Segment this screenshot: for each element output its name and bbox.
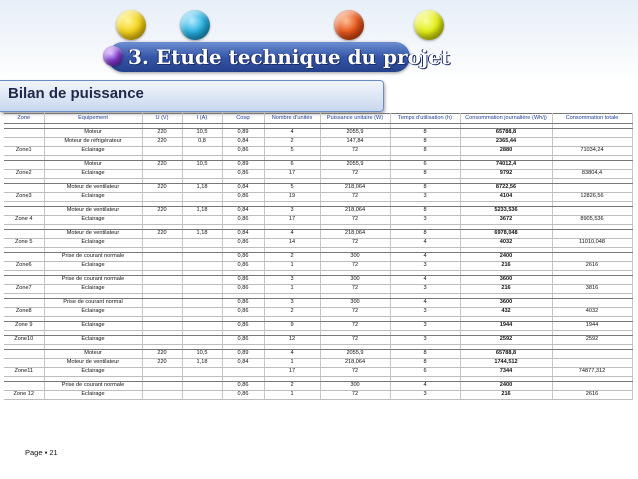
- table-row: [4, 382, 632, 391]
- zone-cell: [4, 382, 44, 391]
- power-balance-table: [4, 113, 633, 400]
- table-row: [4, 193, 632, 202]
- zone-cell: [4, 253, 44, 262]
- cosphi-cell: 0,86: [222, 391, 264, 400]
- units-cell: 4: [264, 350, 320, 359]
- voltage-cell: [142, 193, 182, 202]
- total-consumption-cell: [552, 129, 632, 138]
- zone-cell: [4, 207, 44, 216]
- current-cell: [182, 216, 222, 225]
- current-cell: [182, 239, 222, 248]
- current-cell: [182, 336, 222, 345]
- current-cell: 0,8: [182, 138, 222, 147]
- usage-time-cell: 8: [390, 350, 460, 359]
- units-cell: 2: [264, 308, 320, 317]
- unit-power-cell: 300: [320, 276, 390, 285]
- daily-consumption-cell: 216: [460, 391, 552, 400]
- units-cell: 2: [264, 138, 320, 147]
- usage-time-cell: 8: [390, 207, 460, 216]
- current-cell: [182, 193, 222, 202]
- table-row: [4, 184, 632, 193]
- total-consumption-cell: 2616: [552, 262, 632, 271]
- daily-consumption-cell: 4032: [460, 239, 552, 248]
- voltage-cell: 220: [142, 359, 182, 368]
- cosphi-cell: 0,84: [222, 230, 264, 239]
- daily-consumption-cell: 65788,8: [460, 129, 552, 138]
- power-balance-table-wrap: [4, 113, 632, 400]
- daily-consumption-cell: 7344: [460, 368, 552, 377]
- daily-consumption-cell: 3672: [460, 216, 552, 225]
- equipment-cell: Eclairage: [44, 262, 142, 271]
- unit-power-cell: 218,064: [320, 230, 390, 239]
- units-cell: 4: [264, 129, 320, 138]
- table-row: [4, 207, 632, 216]
- usage-time-cell: 6: [390, 368, 460, 377]
- current-cell: [182, 382, 222, 391]
- total-consumption-cell: [552, 299, 632, 308]
- equipment-cell: Eclairage: [44, 336, 142, 345]
- unit-power-cell: 2055,9: [320, 129, 390, 138]
- table-row: [4, 391, 632, 400]
- zone-cell: [4, 184, 44, 193]
- table-row: [4, 161, 632, 170]
- usage-time-cell: 4: [390, 382, 460, 391]
- table-row: [4, 253, 632, 262]
- table-row: [4, 359, 632, 368]
- total-consumption-cell: 3816: [552, 285, 632, 294]
- units-cell: 5: [264, 184, 320, 193]
- zone-cell: [4, 276, 44, 285]
- equipment-cell: Prise de courant normale: [44, 253, 142, 262]
- col-units-header: Nombre d'unités: [264, 114, 320, 124]
- voltage-cell: 220: [142, 207, 182, 216]
- table-row: [4, 336, 632, 345]
- unit-power-cell: 72: [320, 170, 390, 179]
- equipment-cell: Prise de courant normale: [44, 382, 142, 391]
- zone-cell: [4, 350, 44, 359]
- usage-time-cell: 3: [390, 308, 460, 317]
- voltage-cell: [142, 147, 182, 156]
- total-consumption-cell: [552, 161, 632, 170]
- unit-power-cell: 300: [320, 382, 390, 391]
- usage-time-cell: 8: [390, 170, 460, 179]
- unit-power-cell: 2055,9: [320, 350, 390, 359]
- current-cell: [182, 253, 222, 262]
- unit-power-cell: 72: [320, 391, 390, 400]
- total-consumption-cell: 11010,048: [552, 239, 632, 248]
- equipment-cell: Eclairage: [44, 322, 142, 331]
- cosphi-cell: 0,86: [222, 299, 264, 308]
- voltage-cell: 220: [142, 230, 182, 239]
- cosphi-cell: 0,84: [222, 138, 264, 147]
- equipment-cell: Moteur: [44, 129, 142, 138]
- usage-time-cell: 8: [390, 147, 460, 156]
- unit-power-cell: 2055,9: [320, 161, 390, 170]
- col-voltage-header: U (V): [142, 114, 182, 124]
- unit-power-cell: 72: [320, 147, 390, 156]
- equipment-cell: Eclairage: [44, 193, 142, 202]
- daily-consumption-cell: 8722,56: [460, 184, 552, 193]
- col-usage-time-header: Temps d'utilisation (h): [390, 114, 460, 124]
- usage-time-cell: 8: [390, 230, 460, 239]
- daily-consumption-cell: 2400: [460, 253, 552, 262]
- table-row: [4, 138, 632, 147]
- blue-orb-icon: [180, 10, 210, 40]
- total-consumption-cell: [552, 382, 632, 391]
- cosphi-cell: 0,86: [222, 276, 264, 285]
- unit-power-cell: 72: [320, 193, 390, 202]
- current-cell: 10,5: [182, 161, 222, 170]
- table-row: [4, 262, 632, 271]
- zone-cell: Zone10: [4, 336, 44, 345]
- units-cell: 6: [264, 161, 320, 170]
- daily-consumption-cell: 3600: [460, 299, 552, 308]
- cosphi-cell: 0,86: [222, 239, 264, 248]
- unit-power-cell: 147,84: [320, 138, 390, 147]
- voltage-cell: [142, 285, 182, 294]
- section-title: Bilan de puissance: [8, 85, 144, 102]
- page-number: Page ▪ 21: [25, 448, 58, 457]
- units-cell: 17: [264, 170, 320, 179]
- table-row: [4, 308, 632, 317]
- units-cell: 17: [264, 216, 320, 225]
- voltage-cell: [142, 216, 182, 225]
- total-consumption-cell: 2616: [552, 391, 632, 400]
- purple-orb-icon: [103, 46, 123, 66]
- usage-time-cell: 6: [390, 161, 460, 170]
- cosphi-cell: 0,86: [222, 193, 264, 202]
- daily-consumption-cell: 2592: [460, 336, 552, 345]
- unit-power-cell: 72: [320, 262, 390, 271]
- voltage-cell: [142, 382, 182, 391]
- daily-consumption-cell: 216: [460, 285, 552, 294]
- voltage-cell: [142, 253, 182, 262]
- cosphi-cell: 0,84: [222, 207, 264, 216]
- voltage-cell: [142, 262, 182, 271]
- table-row: [4, 322, 632, 331]
- table-header-row: [4, 114, 632, 124]
- unit-power-cell: 300: [320, 299, 390, 308]
- total-consumption-cell: 71034,24: [552, 147, 632, 156]
- equipment-cell: Prise de courant normal: [44, 299, 142, 308]
- current-cell: [182, 285, 222, 294]
- total-consumption-cell: 2592: [552, 336, 632, 345]
- equipment-cell: Prise de courant normale: [44, 276, 142, 285]
- daily-consumption-cell: 1944: [460, 322, 552, 331]
- voltage-cell: [142, 336, 182, 345]
- usage-time-cell: 3: [390, 336, 460, 345]
- unit-power-cell: 72: [320, 285, 390, 294]
- voltage-cell: [142, 299, 182, 308]
- zone-cell: Zone2: [4, 170, 44, 179]
- table-row: [4, 299, 632, 308]
- zone-cell: [4, 359, 44, 368]
- equipment-cell: Moteur de ventilateur: [44, 207, 142, 216]
- cosphi-cell: 0,86: [222, 336, 264, 345]
- daily-consumption-cell: 6978,048: [460, 230, 552, 239]
- zone-cell: Zone11: [4, 368, 44, 377]
- units-cell: 1: [264, 391, 320, 400]
- usage-time-cell: 3: [390, 391, 460, 400]
- voltage-cell: [142, 276, 182, 285]
- equipment-cell: Eclairage: [44, 147, 142, 156]
- total-consumption-cell: 74877,312: [552, 368, 632, 377]
- zone-cell: Zone 12: [4, 391, 44, 400]
- unit-power-cell: 72: [320, 216, 390, 225]
- usage-time-cell: 8: [390, 359, 460, 368]
- units-cell: 3: [264, 207, 320, 216]
- voltage-cell: [142, 368, 182, 377]
- table-row: [4, 285, 632, 294]
- cosphi-cell: 0,86: [222, 308, 264, 317]
- equipment-cell: Moteur: [44, 350, 142, 359]
- unit-power-cell: 72: [320, 368, 390, 377]
- equipment-cell: Moteur de ventilateur: [44, 359, 142, 368]
- usage-time-cell: 3: [390, 262, 460, 271]
- table-row: [4, 216, 632, 225]
- orange-orb-icon: [334, 10, 364, 40]
- current-cell: 10,5: [182, 129, 222, 138]
- current-cell: [182, 276, 222, 285]
- zone-cell: Zone1: [4, 147, 44, 156]
- zone-cell: [4, 129, 44, 138]
- equipment-cell: Eclairage: [44, 285, 142, 294]
- unit-power-cell: 300: [320, 253, 390, 262]
- table-body: [4, 124, 632, 400]
- equipment-cell: Moteur de ventilateur: [44, 230, 142, 239]
- current-cell: [182, 368, 222, 377]
- units-cell: 12: [264, 336, 320, 345]
- current-cell: 1,18: [182, 359, 222, 368]
- total-consumption-cell: 83804,4: [552, 170, 632, 179]
- units-cell: 19: [264, 193, 320, 202]
- current-cell: [182, 147, 222, 156]
- voltage-cell: 220: [142, 350, 182, 359]
- daily-consumption-cell: 4104: [460, 193, 552, 202]
- col-equipment-header: Equipement: [44, 114, 142, 124]
- daily-consumption-cell: 3600: [460, 276, 552, 285]
- voltage-cell: 220: [142, 161, 182, 170]
- daily-consumption-cell: 2880: [460, 147, 552, 156]
- units-cell: 2: [264, 382, 320, 391]
- usage-time-cell: 4: [390, 239, 460, 248]
- equipment-cell: Eclairage: [44, 239, 142, 248]
- cosphi-cell: 0,86: [222, 382, 264, 391]
- zone-cell: [4, 161, 44, 170]
- unit-power-cell: 218,064: [320, 359, 390, 368]
- total-consumption-cell: [552, 207, 632, 216]
- units-cell: 17: [264, 368, 320, 377]
- current-cell: 1,18: [182, 207, 222, 216]
- cosphi-cell: 0,86: [222, 170, 264, 179]
- voltage-cell: [142, 170, 182, 179]
- voltage-cell: [142, 239, 182, 248]
- table-row: [4, 368, 632, 377]
- usage-time-cell: 4: [390, 299, 460, 308]
- units-cell: 1: [264, 359, 320, 368]
- cosphi-cell: [222, 368, 264, 377]
- daily-consumption-cell: 74012,4: [460, 161, 552, 170]
- voltage-cell: [142, 322, 182, 331]
- zone-cell: [4, 299, 44, 308]
- equipment-cell: Moteur de ventilateur: [44, 184, 142, 193]
- unit-power-cell: 72: [320, 322, 390, 331]
- zone-cell: [4, 230, 44, 239]
- current-cell: 10,5: [182, 350, 222, 359]
- units-cell: 3: [264, 276, 320, 285]
- current-cell: [182, 170, 222, 179]
- equipment-cell: Eclairage: [44, 216, 142, 225]
- daily-consumption-cell: 9792: [460, 170, 552, 179]
- zone-cell: Zone7: [4, 285, 44, 294]
- table-row: [4, 276, 632, 285]
- col-total-consumption-header: Consommation totale: [552, 114, 632, 124]
- total-consumption-cell: 1944: [552, 322, 632, 331]
- units-cell: 1: [264, 285, 320, 294]
- units-cell: 5: [264, 147, 320, 156]
- zone-cell: Zone 9: [4, 322, 44, 331]
- usage-time-cell: 3: [390, 193, 460, 202]
- cosphi-cell: 0,89: [222, 350, 264, 359]
- col-current-header: I (A): [182, 114, 222, 124]
- usage-time-cell: 8: [390, 138, 460, 147]
- daily-consumption-cell: 2365,44: [460, 138, 552, 147]
- unit-power-cell: 218,064: [320, 207, 390, 216]
- current-cell: [182, 308, 222, 317]
- table-row: [4, 239, 632, 248]
- total-consumption-cell: [552, 184, 632, 193]
- voltage-cell: 220: [142, 184, 182, 193]
- equipment-cell: Eclairage: [44, 391, 142, 400]
- usage-time-cell: 4: [390, 253, 460, 262]
- unit-power-cell: 72: [320, 308, 390, 317]
- total-consumption-cell: 4032: [552, 308, 632, 317]
- current-cell: [182, 299, 222, 308]
- voltage-cell: [142, 308, 182, 317]
- usage-time-cell: 8: [390, 184, 460, 193]
- equipment-cell: Moteur: [44, 161, 142, 170]
- total-consumption-cell: [552, 359, 632, 368]
- usage-time-cell: 3: [390, 216, 460, 225]
- cosphi-cell: 0,86: [222, 262, 264, 271]
- voltage-cell: 220: [142, 138, 182, 147]
- voltage-cell: [142, 391, 182, 400]
- equipment-cell: Eclairage: [44, 170, 142, 179]
- cosphi-cell: 0,89: [222, 129, 264, 138]
- lime-orb-icon: [414, 10, 444, 40]
- current-cell: 1,18: [182, 230, 222, 239]
- zone-cell: Zone 4: [4, 216, 44, 225]
- daily-consumption-cell: 5233,536: [460, 207, 552, 216]
- daily-consumption-cell: 1744,512: [460, 359, 552, 368]
- current-cell: [182, 391, 222, 400]
- zone-cell: Zone3: [4, 193, 44, 202]
- usage-time-cell: 4: [390, 276, 460, 285]
- table-row: [4, 230, 632, 239]
- daily-consumption-cell: 432: [460, 308, 552, 317]
- col-zone-header: Zone: [4, 114, 44, 124]
- zone-cell: [4, 138, 44, 147]
- total-consumption-cell: [552, 138, 632, 147]
- unit-power-cell: 218,064: [320, 184, 390, 193]
- cosphi-cell: 0,86: [222, 285, 264, 294]
- cosphi-cell: 0,86: [222, 216, 264, 225]
- slide-title: 3. Etude technique du projet: [128, 45, 451, 69]
- col-unit-power-header: Puissance unitaire (W): [320, 114, 390, 124]
- table-row: [4, 129, 632, 138]
- daily-consumption-cell: 65788,8: [460, 350, 552, 359]
- units-cell: 4: [264, 230, 320, 239]
- usage-time-cell: 8: [390, 129, 460, 138]
- table-row: [4, 350, 632, 359]
- cosphi-cell: 0,89: [222, 161, 264, 170]
- daily-consumption-cell: 216: [460, 262, 552, 271]
- table-row: [4, 147, 632, 156]
- units-cell: 9: [264, 322, 320, 331]
- total-consumption-cell: [552, 253, 632, 262]
- unit-power-cell: 72: [320, 239, 390, 248]
- col-daily-consumption-header: Consommation journalière (Wh/j): [460, 114, 552, 124]
- zone-cell: Zone 5: [4, 239, 44, 248]
- units-cell: 3: [264, 299, 320, 308]
- cosphi-cell: 0,86: [222, 253, 264, 262]
- total-consumption-cell: [552, 276, 632, 285]
- zone-cell: Zone6: [4, 262, 44, 271]
- col-cosphi-header: Cosφ: [222, 114, 264, 124]
- cosphi-cell: 0,84: [222, 359, 264, 368]
- units-cell: 2: [264, 253, 320, 262]
- current-cell: 1,18: [182, 184, 222, 193]
- equipment-cell: Moteur de réfrigérateur: [44, 138, 142, 147]
- daily-consumption-cell: 2400: [460, 382, 552, 391]
- usage-time-cell: 3: [390, 322, 460, 331]
- cosphi-cell: 0,86: [222, 322, 264, 331]
- current-cell: [182, 262, 222, 271]
- equipment-cell: Eclairage: [44, 308, 142, 317]
- zone-cell: Zone8: [4, 308, 44, 317]
- total-consumption-cell: 12826,56: [552, 193, 632, 202]
- units-cell: 1: [264, 262, 320, 271]
- total-consumption-cell: 8905,536: [552, 216, 632, 225]
- equipment-cell: Eclairage: [44, 368, 142, 377]
- current-cell: [182, 322, 222, 331]
- voltage-cell: 220: [142, 129, 182, 138]
- table-row: [4, 170, 632, 179]
- cosphi-cell: 0,84: [222, 184, 264, 193]
- usage-time-cell: 3: [390, 285, 460, 294]
- units-cell: 14: [264, 239, 320, 248]
- cosphi-cell: 0,86: [222, 147, 264, 156]
- total-consumption-cell: [552, 230, 632, 239]
- yellow-orb-icon: [116, 10, 146, 40]
- total-consumption-cell: [552, 350, 632, 359]
- unit-power-cell: 72: [320, 336, 390, 345]
